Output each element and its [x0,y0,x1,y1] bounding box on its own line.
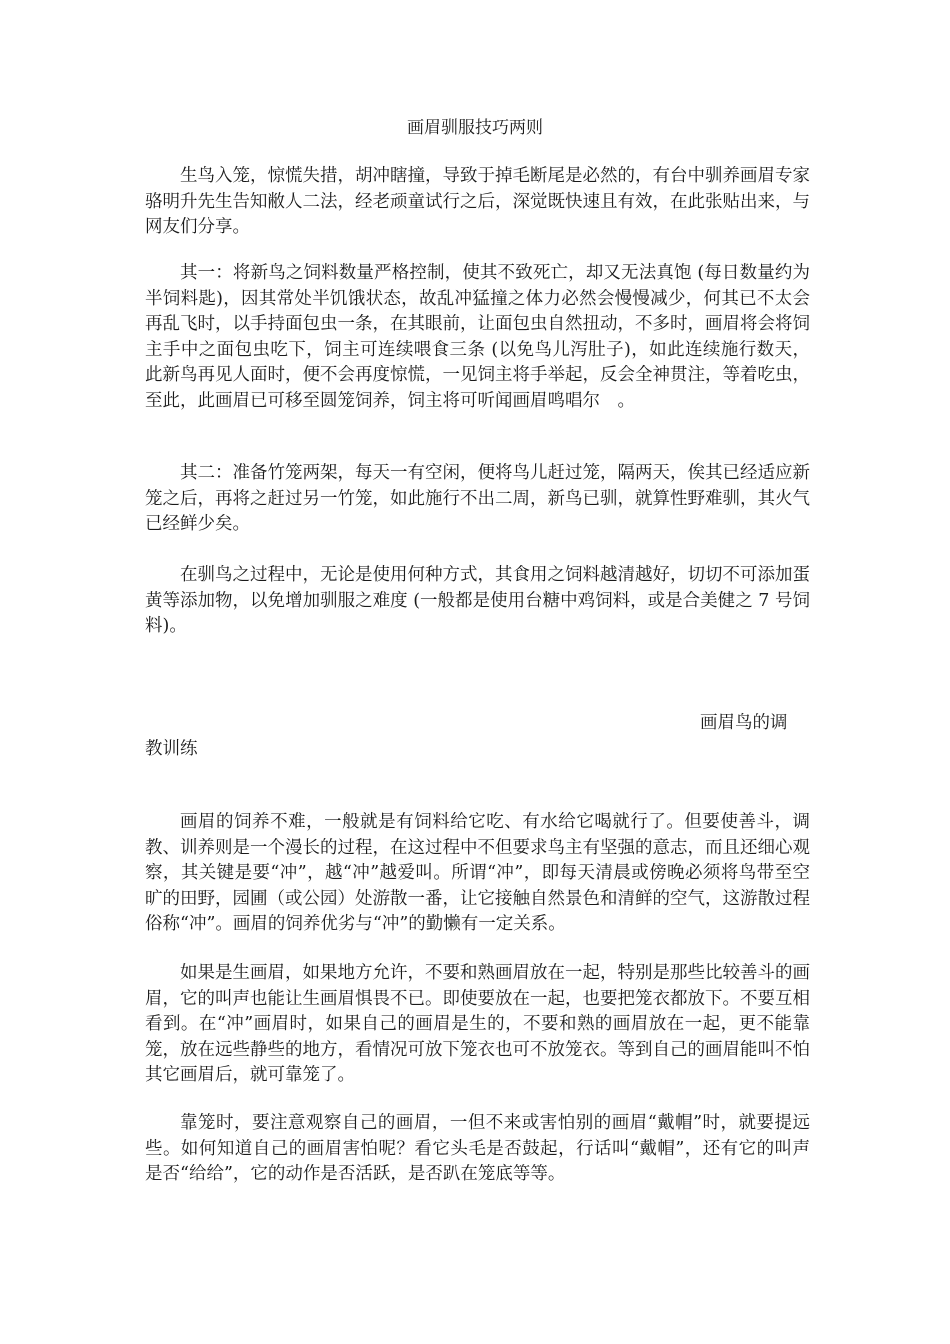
paragraph-training-intro: 画眉的饲养不难，一般就是有饲料给它吃、有水给它喝就行了。但要使善斗，调教、训养则是一个漫长的过程，在这过程中不但要求鸟主有坚强的意志，而且还细心观察，其关键是要“冲”，越“冲”越爱叫。所谓“冲”，即每天清晨或傍晚必须将鸟带至空旷的田野，园圃（或公园）处游散一番，让它接触自然景色和清鲜的空气，这游散过程俗称“冲”。画眉的饲养优劣与“冲”的勤懒有一定关系。 [145,812,810,935]
second-article-title-part1: 画眉鸟的调 [700,713,788,733]
paragraph-cage-approach: 靠笼时，要注意观察自己的画眉，一但不来或害怕别的画眉“戴帽”时，就要提远些。如何知道自己的画眉害怕呢？看它头毛是否鼓起，行话叫“戴帽”，还有它的叫声是否“给给”，它的动作是否活跃，是否趴在笼底等等。 [145,1113,810,1185]
article-title: 画眉驯服技巧两则 [407,118,543,138]
second-article-title-part2: 教训练 [145,739,198,759]
paragraph-intro: 生鸟入笼，惊慌失措，胡冲瞎撞，导致于掉毛断尾是必然的，有台中驯养画眉专家骆明升先生告知敝人二法，经老顽童试行之后，深觉既快速且有效，在此张贴出来，与网友们分享。 [145,166,810,238]
paragraph-new-bird: 如果是生画眉，如果地方允许，不要和熟画眉放在一起，特别是那些比较善斗的画眉，它的叫声也能让生画眉惧畏不已。即使要放在一起，也要把笼衣都放下。不要互相看到。在“冲”画眉时，如果自己的画眉是生的，不要和熟的画眉放在一起，更不能靠笼，放在远些静些的地方，看情况可放下笼衣也可不放笼衣。等到自己的画眉能叫不怕其它画眉后，就可靠笼了。 [145,963,810,1086]
paragraph-method-one: 其一：将新鸟之饲料数量严格控制，使其不致死亡，却又无法真饱 (每日数量约为半饲料匙)，因其常处半饥饿状态，故乱冲猛撞之体力必然会慢慢减少，何其已不太会再乱飞时，以手持面包虫一条，在其眼前，让面包虫自然扭动，不多时，画眉将会将饲主手中之面包虫吃下，饲主可连续喂食三条 (以免鸟儿泻肚子)，如此连续施行数天，此新鸟再见人面时，便不会再度惊慌，一见饲主将手举起，反会全神贯注，等着吃虫，至此，此画眉已可移至圆笼饲养，饲主将可听闻画眉鸣唱尔 。 [145,263,810,411]
paragraph-method-two: 其二：准备竹笼两架，每天一有空闲，便将鸟儿赶过笼，隔两天，俟其已经适应新笼之后，再将之赶过另一竹笼，如此施行不出二周，新鸟已驯，就算性野难驯，其火气已经鲜少矣。 [145,463,810,535]
paragraph-feed-note: 在驯鸟之过程中，无论是使用何种方式，其食用之饲料越清越好，切切不可添加蛋黄等添加物，以免增加驯服之难度 (一般都是使用台糖中鸡饲料，或是合美健之 7 号饲料)。 [145,565,810,637]
